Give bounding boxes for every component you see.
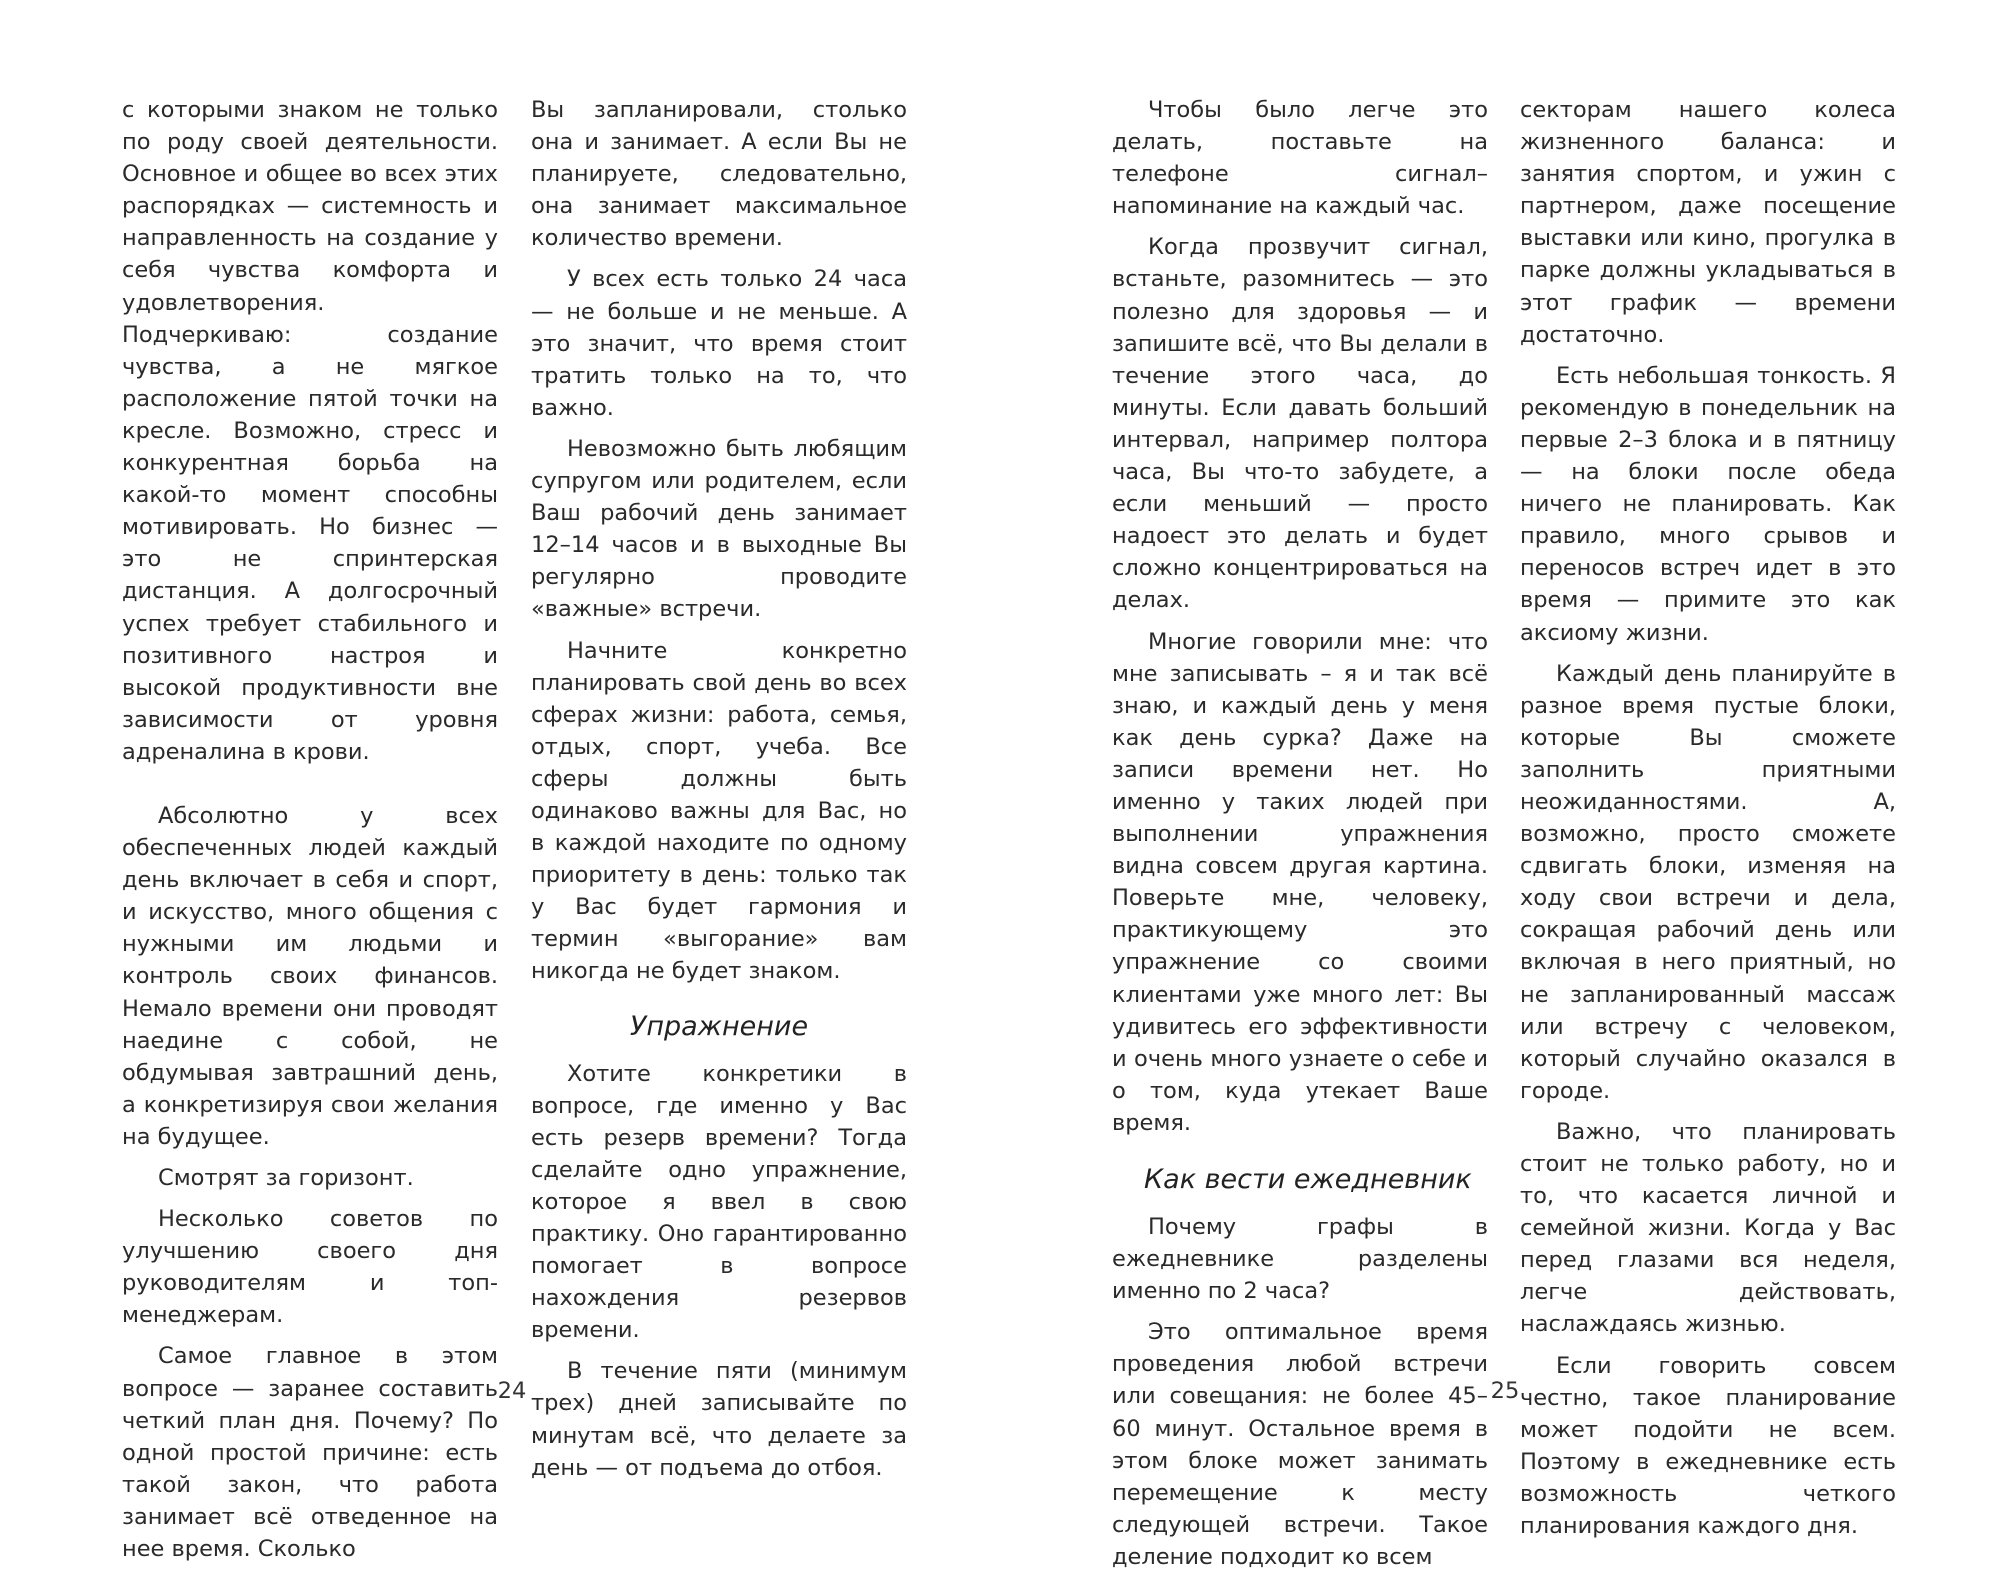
paragraph: Есть небольшая тонкость. Я рекомендую в понедельник на первые 2–3 блока и в пятницу — на блоки после обеда ничего не планировать. Как правило, много срывов и переносов встреч идет в это время — примите это как аксиому жизни. xyxy=(1520,362,1896,646)
paragraph: У всех есть только 24 часа — не больше и не меньше. А это значит, что время стоит тратить только на то, что важно. xyxy=(531,266,907,421)
paragraph: Несколько советов по улучшению своего дня руководителям и топ-менеджерам. xyxy=(122,1206,498,1329)
page-25-column-2 xyxy=(1520,94,1896,1551)
page-25-column-1 xyxy=(1112,94,1488,1582)
paragraph: Если говорить совсем честно, такое планирование может подойти не всем. Поэтому в ежедневнике есть возможность четкого планирования каждого дня. xyxy=(1520,1352,1896,1540)
paragraph: Смотрят за горизонт. xyxy=(158,1165,414,1191)
paragraph: Начните конкретно планировать свой день во всех сферах жизни: работа, семья, отдых, спорт, учеба. Все сферы должны быть одинаково важны для Вас, но в каждой находите по одному приоритету в день: только так у Вас будет гармония и термин «выгорание» вам никогда не будет знаком. xyxy=(531,637,907,985)
paragraph: Многие говорили мне: что мне записывать – я и так всё знаю, и каждый день у меня как день сурка? Даже на записи времени нет. Но именно у таких людей при выполнении упражнения видна совсем другая картина. Поверьте мне, человеку, практикующему это упражнение со своими клиентами уже много лет: Вы удивитесь его эффективности и очень много узнаете о себе и о том, куда утекает Ваше время. xyxy=(1112,628,1488,1136)
paragraph: Когда прозвучит сигнал, встаньте, разомнитесь — это полезно для здоровья — и запишите всё, что Вы делали в течение этого часа, до минуты. Если давать больший интервал, например полтора часа, Вы что-то забудете, а если меньший — просто надоест это делать и будет сложно концентрироваться на делах. xyxy=(1112,234,1488,614)
paragraph: В течение пяти (минимум трех) дней записывайте по минутам всё, что делаете за день — от подъема до отбоя. xyxy=(531,1358,907,1481)
paragraph: с которыми знаком не только по роду своей деятельности. Основное и общее во всех этих распорядках — системность и направленность на создание у себя чувства комфорта и удовлетворения. Подчеркиваю: создание чувства, а не мягкое расположение пятой точки на кресле. Возможно, стресс и конкурентная борьба на какой-то момент способны мотивировать. Но бизнес — это не спринтерская дистанция. А долгосрочный успех требует стабильного и позитивного настроя и высокой продуктивности вне зависимости от уровня адреналина в крови. xyxy=(122,97,498,765)
paragraph: Это оптимальное время проведения любой встречи или совещания: не более 45–60 минут. Остальное время в этом блоке может занимать перемещение к месту следующей встречи. Такое деление подходит ко всем xyxy=(1112,1319,1488,1570)
paragraph: Почему графы в ежедневнике разделены именно по 2 часа? xyxy=(1112,1214,1488,1305)
paragraph: Хотите конкретики в вопросе, где именно у Вас есть резерв времени? Тогда сделайте одно упражнение, которое я ввел в свою практику. Оно гарантированно помогает в вопросе нахождения резервов времени. xyxy=(531,1060,907,1344)
section-heading-exercise: Упражнение xyxy=(629,1010,809,1042)
paragraph: Самое главное в этом вопросе — заранее составить четкий план дня. Почему? По одной простой причине: есть такой закон, что работа занимает всё отведенное на нее время. Сколько xyxy=(122,1343,498,1563)
page-24-column-1 xyxy=(122,94,498,1574)
paragraph: Невозможно быть любящим супругом или родителем, если Ваш рабочий день занимает 12–14 часов и в выходные Вы регулярно проводите «важные» встречи. xyxy=(531,435,907,623)
paragraph: Важно, что планировать стоит не только работу, но и то, что касается личной и семейной жизни. Когда у Вас перед глазами вся неделя, легче действовать, наслаждаясь жизнью. xyxy=(1520,1118,1896,1338)
page-number-right: 25 xyxy=(1490,1378,1520,1404)
page-24-column-2 xyxy=(531,94,907,1493)
paragraph: Абсолютно у всех обеспеченных людей каждый день включает в себя и спорт, и искусство, много общения с нужными им людьми и контроль своих финансов. Немало времени они проводят наедине с собой, не обдумывая завтрашний день, а конкретизируя свои желания на будущее. xyxy=(122,802,498,1150)
page-number-left: 24 xyxy=(497,1378,527,1404)
paragraph: секторам нашего колеса жизненного баланса: и занятия спортом, и ужин с партнером, даже посещение выставки или кино, прогулка в парке должны укладываться в этот график — времени достаточно. xyxy=(1520,97,1896,348)
paragraph: Чтобы было легче это делать, поставьте на телефоне сигнал–напоминание на каждый час. xyxy=(1112,97,1488,220)
paragraph: Вы запланировали, столько она и занимает. А если Вы не планируете, следовательно, она занимает максимальное количество времени. xyxy=(531,97,907,252)
section-heading-diary: Как вести ежедневник xyxy=(1144,1164,1472,1195)
paragraph: Каждый день планируйте в разное время пустые блоки, которые Вы сможете заполнить приятными неожиданностями. А, возможно, просто сможете сдвигать блоки, изменяя на ходу свои встречи и дела, сокращая рабочий день или включая в него приятный, но не запланированный массаж или встречу с человеком, который случайно оказался в городе. xyxy=(1520,660,1896,1104)
